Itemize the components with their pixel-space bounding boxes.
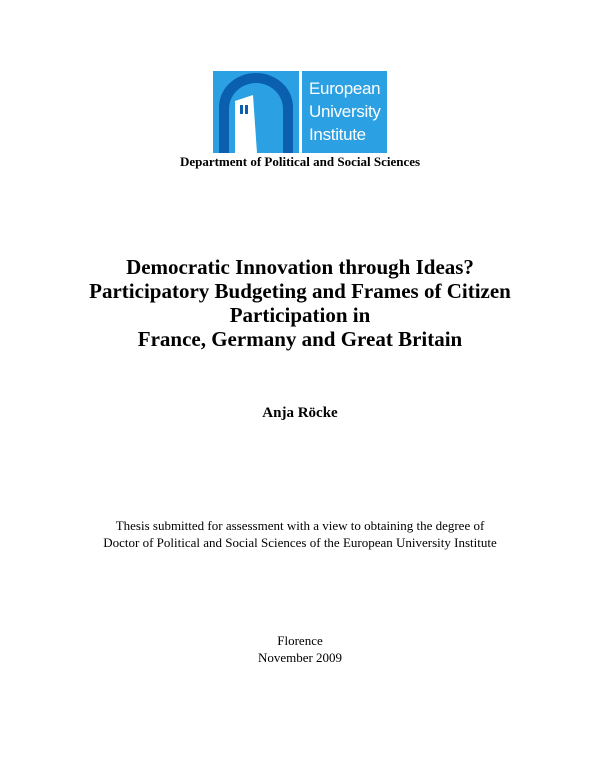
thesis-statement: [0, 517, 600, 551]
title-line: Democratic Innovation through Ideas?: [126, 255, 474, 279]
eui-logo: [213, 71, 387, 153]
thesis-statement-line: Thesis submitted for assessment with a view to obtaining the degree of: [115, 518, 485, 533]
thesis-statement-line: Doctor of Political and Social Sciences of the European University Institute: [103, 535, 497, 550]
place-and-date: [0, 632, 600, 666]
eui-building-arch-icon: [213, 71, 299, 153]
title-line: Participation in: [229, 303, 371, 327]
department-name: Department of Political and Social Sciences: [179, 154, 421, 169]
eui-logo-wordmark: [302, 71, 387, 153]
place: Florence: [277, 633, 323, 648]
logo-line-university: University: [309, 102, 381, 121]
thesis-title: [0, 255, 600, 351]
title-line: France, Germany and Great Britain: [137, 327, 463, 351]
logo-line-institute: Institute: [309, 125, 366, 144]
title-line: Participatory Budgeting and Frames of Citizen: [89, 279, 511, 303]
date: November 2009: [257, 650, 343, 665]
author-name: Anja Röcke: [262, 405, 338, 421]
logo-line-european: European: [309, 79, 381, 98]
